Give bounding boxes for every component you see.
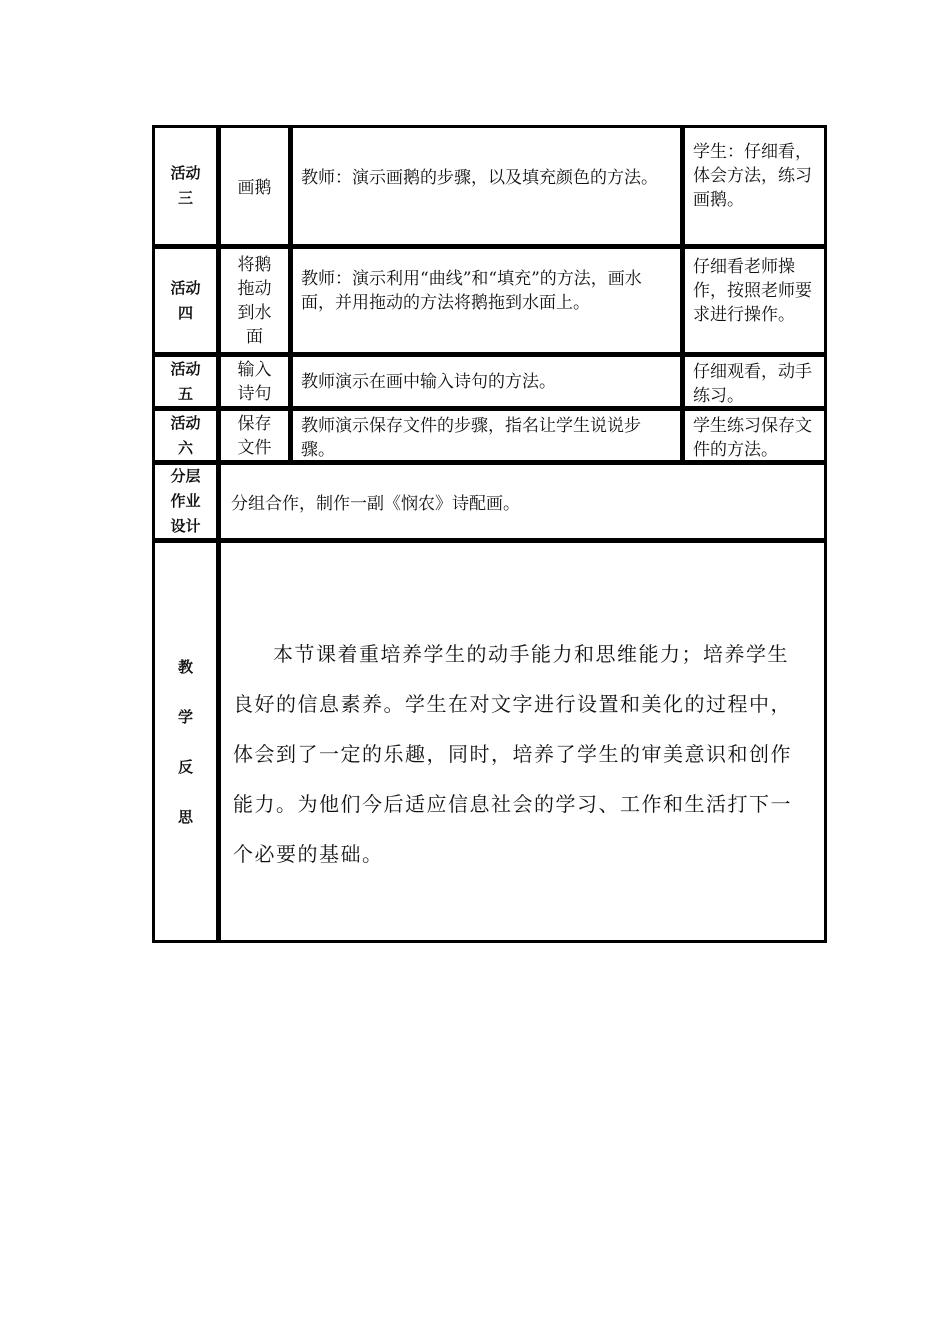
- activity-4-label-line: 活动: [170, 278, 201, 297]
- activity-3-label-line: 三: [177, 189, 193, 207]
- activity-5-student-text: 仔细观看，动手练习。: [693, 362, 812, 406]
- activity-6-teacher-text: 教师演示保存文件的步骤，指名让学生说说步骤。: [301, 416, 641, 460]
- activity-3-name: [218, 125, 291, 247]
- activity-4-name: [218, 246, 291, 355]
- activity-6-name-line: 保存: [237, 413, 272, 434]
- reflection-content: [218, 540, 827, 943]
- activity-4-name-line: 拖动: [237, 278, 272, 299]
- activity-5-teacher-text: 教师演示在画中输入诗句的方法。: [301, 371, 556, 392]
- activity-6-student-text: 学生练习保存文件的方法。: [693, 416, 812, 460]
- homework-label: [152, 462, 219, 541]
- reflection-label-char: 反: [177, 757, 193, 776]
- homework-label-line: 作业: [170, 492, 201, 510]
- activity-5-label-line: 五: [177, 384, 193, 403]
- activity-5-name-line: 诗句: [237, 383, 272, 404]
- homework-text: 分组合作，制作一副《悯农》诗配画。: [231, 494, 520, 514]
- activity-6-label-line: 六: [177, 438, 193, 457]
- activity-5-name: [218, 354, 291, 409]
- activity-5-student: [682, 354, 827, 409]
- activity-6-name-line: 文件: [237, 437, 272, 458]
- activity-6-name: [218, 408, 291, 463]
- homework-content: [218, 462, 827, 541]
- activity-6-teacher: [290, 408, 683, 463]
- activity-4-teacher: [290, 246, 683, 355]
- activity-5-label: [152, 354, 219, 409]
- reflection-label-char: 学: [177, 707, 193, 726]
- reflection-text: 本节课着重培养学生的动手能力和思维能力；培养学生良好的信息素养。学生在对文字进行设置和美化的过程中，体会到了一定的乐趣，同时，培养了学生的审美意识和创作能力。为他们今后适应信息社会的学习、工作和生活打下一个必要的基础。: [233, 642, 792, 866]
- activity-5-label-line: 活动: [170, 359, 201, 378]
- activity-3-label: [152, 125, 219, 247]
- activity-6-label: [152, 408, 219, 463]
- reflection-label-char: 教: [177, 657, 193, 676]
- activity-3-student-text: 学生：仔细看，体会方法，练习画鹅。: [693, 142, 812, 210]
- homework-label-line: 设计: [170, 517, 201, 535]
- homework-label-line: 分层: [170, 467, 201, 485]
- activity-4-teacher-text: 教师：演示利用“曲线”和“填充”的方法，画水面，并用拖动的方法将鹅拖到水面上。: [301, 269, 642, 313]
- activity-6-label-line: 活动: [170, 413, 201, 432]
- activity-3-teacher-text: 教师：演示画鹅的步骤，以及填充颜色的方法。: [301, 168, 658, 188]
- activity-5-name-line: 输入: [237, 359, 272, 380]
- activity-5-teacher: [290, 354, 683, 409]
- activity-4-student: [682, 246, 827, 355]
- activity-3-label-line: 活动: [170, 164, 201, 182]
- activity-3-teacher: [290, 125, 683, 247]
- activity-4-name-line: 将鹅: [237, 254, 272, 275]
- activity-6-student: [682, 408, 827, 463]
- activity-4-label-line: 四: [177, 303, 193, 322]
- activity-4-name-line: 面: [246, 326, 263, 347]
- activity-3-student: [682, 125, 827, 247]
- activity-3-name-line: 画鹅: [237, 178, 272, 198]
- activity-4-label: [152, 246, 219, 355]
- reflection-label-char: 思: [177, 807, 193, 826]
- activity-4-student-text: 仔细看老师操作，按照老师要求进行操作。: [693, 257, 812, 325]
- activity-4-name-line: 到水: [237, 302, 272, 323]
- reflection-label: [152, 540, 219, 943]
